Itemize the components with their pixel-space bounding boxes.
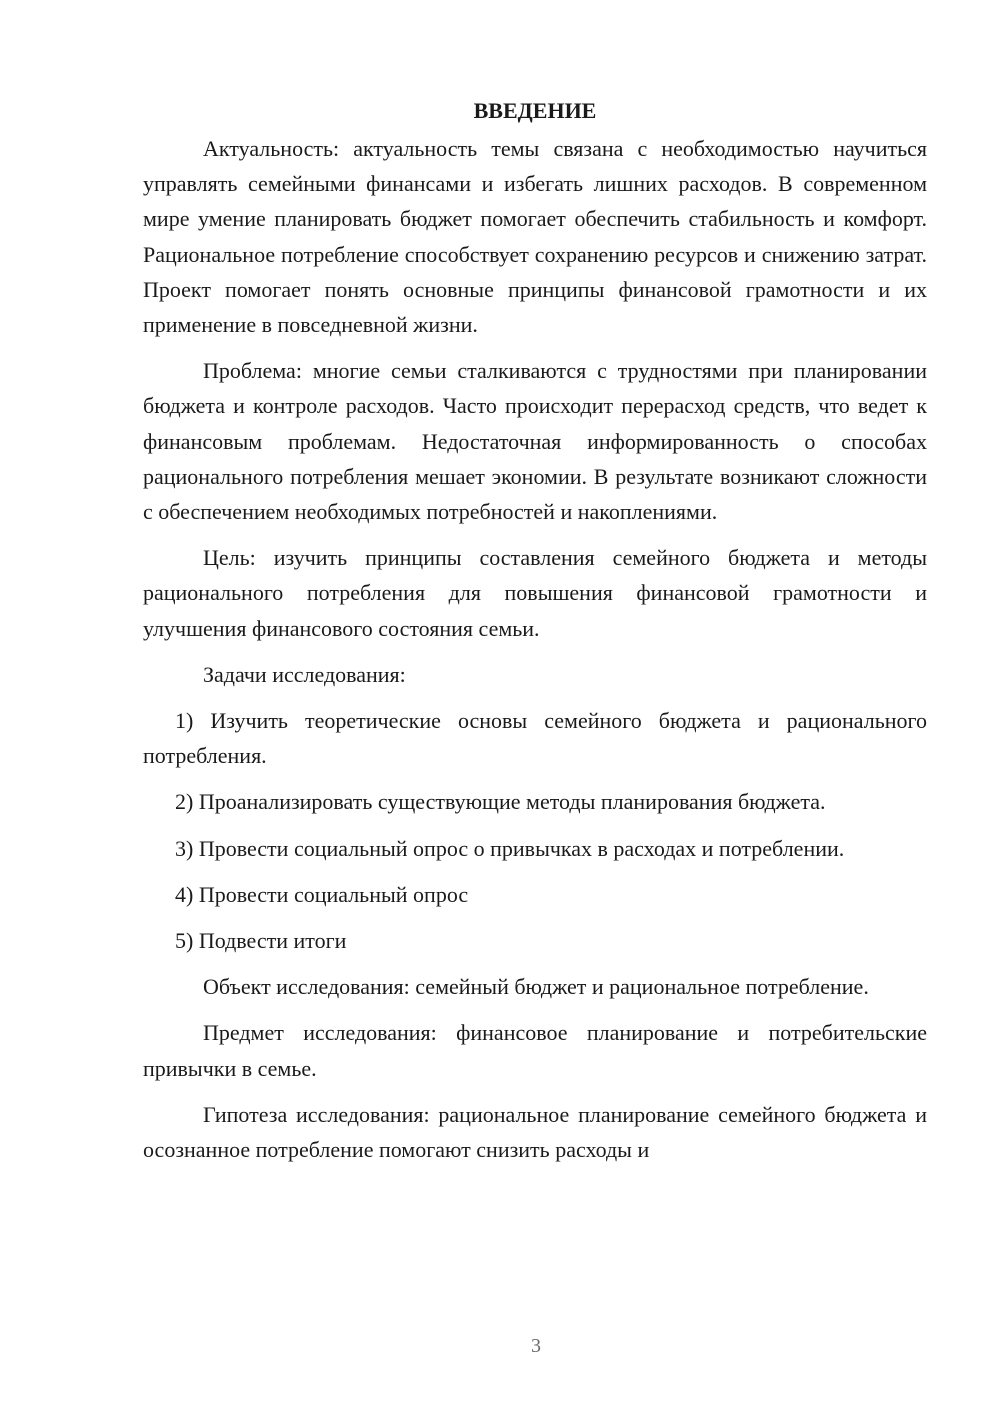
task-item-2: 2) Проанализировать существующие методы планирования бюджета. bbox=[175, 789, 826, 815]
paragraph-goal: Цель: изучить принципы составления семейного бюджета и методы рационального потребления для повышения финансовой грамотности и улучшения финансового состояния семьи. bbox=[143, 545, 927, 641]
paragraph-object: Объект исследования: семейный бюджет и рациональное потребление. bbox=[203, 974, 869, 1000]
paragraph-problem: Проблема: многие семьи сталкиваются с трудностями при планировании бюджета и контроле расходов. Часто происходит перерасход средств, что ведет к финансовым проблемам. Недостаточная информированность о способах рационального потребления мешает экономии. В результате возникают сложности с обеспечением необходимых потребностей и накоплениями. bbox=[143, 358, 927, 525]
page-number: 3 bbox=[531, 1335, 541, 1357]
task-item-1: 1) Изучить теоретические основы семейного бюджета и рационального потребления. bbox=[143, 708, 927, 769]
task-item-3: 3) Провести социальный опрос о привычках в расходах и потреблении. bbox=[175, 835, 845, 861]
paragraph-hypothesis: Гипотеза исследования: рациональное планирование семейного бюджета и осознанное потребление помогают снизить расходы и bbox=[143, 1101, 927, 1163]
page-body bbox=[143, 95, 927, 1167]
section-title: ВВЕДЕНИЕ bbox=[473, 98, 597, 123]
task-item-4: 4) Провести социальный опрос bbox=[175, 881, 469, 907]
paragraph-subject: Предмет исследования: финансовое планирование и потребительские привычки в семье. bbox=[143, 1020, 927, 1081]
paragraph-relevance: Актуальность: актуальность темы связана с необходимостью научиться управлять семейными финансами и избегать лишних расходов. В современном мире умение планировать бюджет помогает обеспечить стабильность и комфорт. Рациональное потребление способствует сохранению ресурсов и снижению затрат. Проект помогает понять основные принципы финансовой грамотности и их применение в повседневной жизни. bbox=[143, 136, 927, 338]
paragraph-tasks-heading: Задачи исследования: bbox=[203, 661, 406, 687]
task-item-5: 5) Подвести итоги bbox=[175, 928, 347, 954]
